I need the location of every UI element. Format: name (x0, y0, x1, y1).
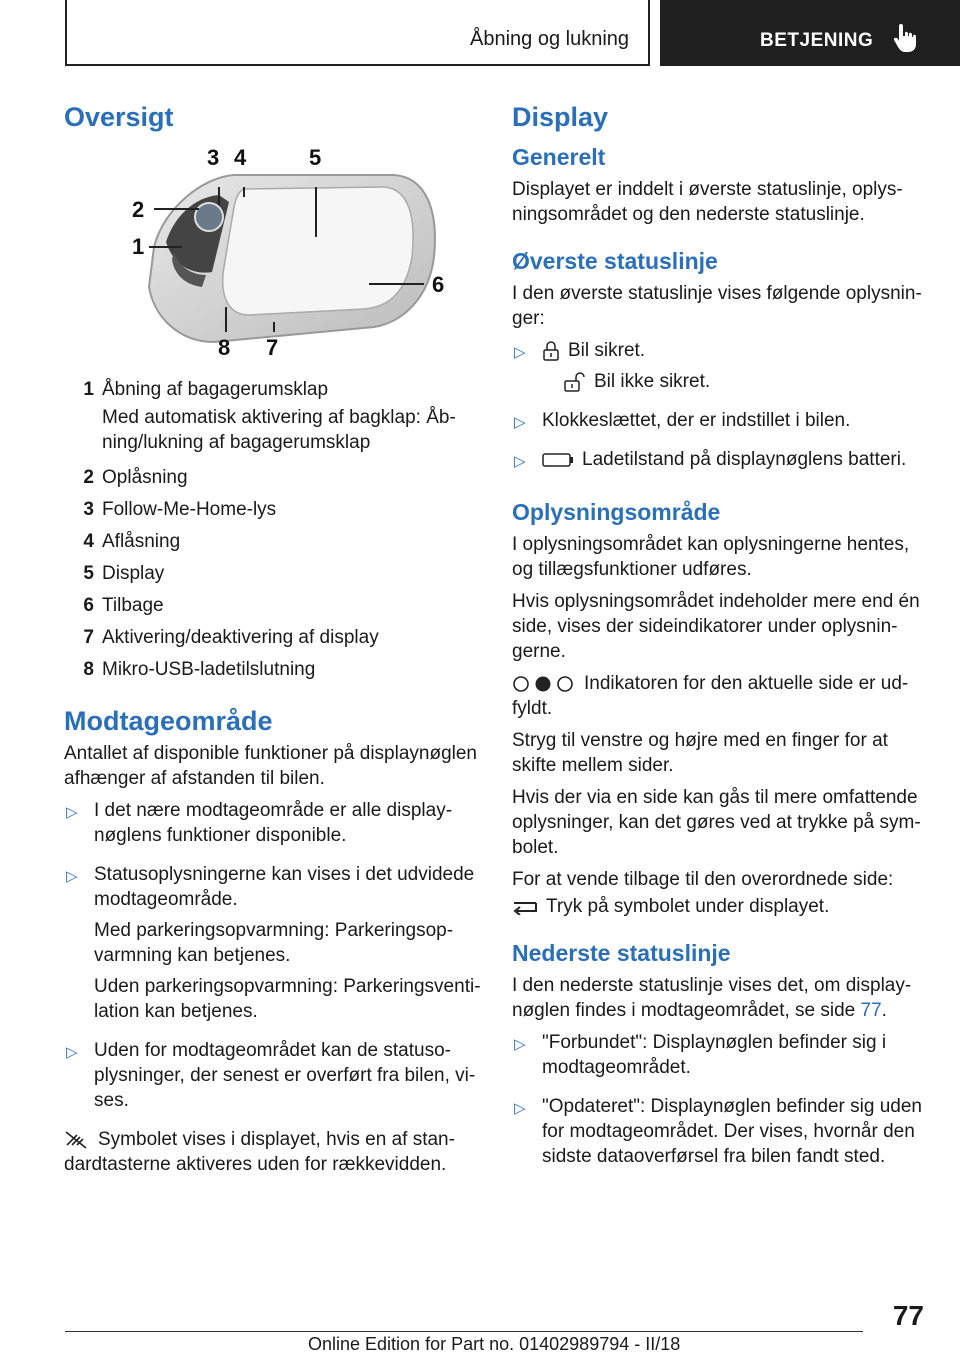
reception-intro: Antallet af disponible funktioner på displaynøglen afhænger af afstanden til bilen. (64, 743, 477, 790)
list-item (64, 1038, 484, 1119)
header-separator (648, 0, 650, 66)
reception-heading: Modtageområde (64, 706, 273, 737)
callout-8: 8 (218, 335, 231, 361)
upper-status-heading: Øverste statuslinje (512, 247, 718, 274)
legend-number: 5 (83, 563, 94, 585)
triangle-bullet-icon: ▷ (514, 1099, 526, 1117)
upper-status-intro: I den øverste statuslinje vises følgende oplysnin-ger: (512, 282, 922, 329)
header-rule-left (65, 0, 67, 66)
triangle-bullet-icon: ▷ (514, 1035, 526, 1053)
callout-4: 4 (234, 147, 247, 171)
legend-item (64, 465, 484, 490)
legend-text: Display (102, 563, 165, 585)
legend-item (64, 497, 484, 522)
legend-number: 7 (83, 627, 94, 649)
chapter-tab-label: BETJENING (760, 30, 874, 51)
legend-text: Mikro-USB-ladetilslutning (102, 659, 316, 681)
callout-5: 5 (309, 147, 322, 171)
info-area-heading: Oplysningsområde (512, 498, 721, 525)
legend-item (64, 377, 484, 458)
bullet-text: Uden for modtageområdet kan de statuso-plysninger, der senest er overført fra bilen, vi-ses. (94, 1040, 476, 1112)
chapter-tab (660, 0, 960, 66)
legend-text: Oplåsning (102, 467, 188, 489)
legend-text: Aflåsning (102, 531, 181, 553)
legend-item (64, 657, 484, 682)
symbol-note (64, 1127, 484, 1177)
callout-7: 7 (266, 335, 279, 361)
legend-item (64, 529, 484, 554)
callout-6: 6 (432, 272, 445, 298)
hand-pointer-icon (893, 22, 919, 54)
page-number: 77 (892, 1300, 924, 1331)
locked-row (542, 338, 710, 363)
list-item (64, 798, 484, 854)
info-indicator-row (512, 671, 932, 721)
bullet-sub-text: Med parkeringsopvarmning: Parkeringsop-varmning kan betjenes. (94, 920, 454, 967)
list-item (64, 862, 484, 1030)
legend-number: 3 (83, 499, 94, 521)
lower-intro-end: . (881, 999, 887, 1021)
reception-list (64, 798, 484, 1119)
back-text: Tryk på symbolet under displayet. (546, 895, 830, 917)
legend-number: 2 (83, 467, 94, 489)
bullet-text: "Forbundet": Displaynøglen befinder sig i modtageområdet. (542, 1031, 887, 1078)
info-p3: Stryg til venstre og højre med en finger for at skifte mellem sider. (512, 729, 888, 776)
triangle-bullet-icon: ▷ (66, 804, 78, 822)
triangle-bullet-icon: ▷ (514, 452, 526, 470)
header-rule-bottom (65, 64, 650, 66)
info-p2: Hvis oplysningsområdet indeholder mere end én side, vises der sideindikatorer under oplysnin-gerne. (512, 590, 920, 662)
symbol-note-text: Symbolet vises i displayet, hvis en af stan-dardtasterne aktiveres uden for rækkevidden. (64, 1129, 455, 1176)
lower-status-heading: Nederste statuslinje (512, 939, 731, 966)
list-item (512, 1030, 932, 1086)
out-of-range-icon (64, 1130, 90, 1150)
unlocked-text: Bil ikke sikret. (594, 370, 711, 392)
triangle-bullet-icon: ▷ (514, 343, 526, 361)
lower-status-list (512, 1030, 932, 1175)
lock-closed-icon (542, 341, 560, 361)
lower-intro-text: I den nederste statuslinje vises det, om display-nøglen findes i modtageområdet, se side (512, 974, 912, 1021)
back-arrow-icon (512, 899, 538, 915)
battery-row (542, 447, 906, 472)
list-item (512, 447, 932, 478)
callout-3: 3 (207, 147, 220, 171)
legend-text: Aktivering/deaktivering af display (102, 627, 379, 649)
legend-item (64, 625, 484, 650)
display-key-figure (94, 147, 474, 367)
locked-text: Bil sikret. (568, 339, 646, 361)
legend-item (64, 593, 484, 618)
clock-text: Klokkeslættet, der er indstillet i bilen. (542, 409, 851, 431)
general-text: Displayet er inddelt i øverste statuslinje, oplys-ningsområdet og den nederste statuslinje. (512, 178, 903, 225)
legend-number: 4 (83, 531, 94, 553)
upper-status-list (512, 338, 932, 478)
unlocked-row (542, 369, 710, 394)
battery-icon (542, 453, 574, 467)
legend-number: 1 (83, 379, 94, 401)
bullet-text: I det nære modtageområde er alle display-nøglens funktioner disponible. (94, 800, 453, 847)
list-item (512, 338, 932, 400)
legend-text: Åbning af bagagerumsklap (102, 379, 329, 401)
left-column (64, 100, 484, 1184)
triangle-bullet-icon: ▷ (66, 1044, 78, 1062)
section-title: Åbning og lukning (470, 28, 630, 50)
overview-heading: Oversigt (64, 102, 174, 132)
page-ref-link[interactable]: 77 (860, 999, 882, 1021)
callout-1: 1 (132, 234, 145, 260)
info-back-row (512, 894, 932, 919)
edition-note: Online Edition for Part no. 01402989794 - II/18 (308, 1334, 681, 1354)
bullet-text: "Opdateret": Displaynøglen befinder sig uden for modtageområdet. Der vises, hvornår den sidste dataoverførsel fra bilen fandt sted. (542, 1095, 922, 1167)
lock-open-icon (564, 372, 586, 392)
footer-rule (65, 1331, 863, 1332)
bullet-text: Statusoplysningerne kan vises i det udvidede modtageområde. (94, 864, 475, 911)
legend-extra: Med automatisk aktivering af bagklap: Åb-ning/lukning af bagagerumsklap (102, 407, 456, 454)
right-column (512, 100, 932, 1183)
triangle-bullet-icon: ▷ (66, 868, 78, 886)
list-item (512, 408, 932, 439)
info-p1: I oplysningsområdet kan oplysningerne hentes, og tillægsfunktioner udføres. (512, 533, 910, 580)
legend-number: 6 (83, 595, 94, 617)
list-item (512, 1094, 932, 1175)
lower-status-intro (512, 973, 932, 1023)
overview-legend (64, 377, 484, 682)
legend-text: Tilbage (102, 595, 164, 617)
info-p5: For at vende tilbage til den overordnede side: (512, 868, 894, 890)
legend-number: 8 (83, 659, 94, 681)
page-indicator-icon (512, 675, 576, 693)
callout-2: 2 (132, 197, 145, 223)
general-heading: Generelt (512, 144, 606, 171)
display-key-illustration (94, 147, 474, 367)
indicator-text: Indikatoren for den aktuelle side er ud-fyldt. (512, 672, 909, 719)
triangle-bullet-icon: ▷ (514, 413, 526, 431)
display-heading: Display (512, 102, 609, 132)
legend-item (64, 561, 484, 586)
bullet-sub-text: Uden parkeringsopvarmning: Parkeringsventi-lation kan betjenes. (94, 976, 481, 1023)
info-p4: Hvis der via en side kan gås til mere omfattende oplysninger, kan det gøres ved at trykke på sym-bolet. (512, 786, 921, 858)
battery-text: Ladetilstand på displaynøglens batteri. (582, 448, 907, 470)
legend-text: Follow-Me-Home-lys (102, 499, 277, 521)
